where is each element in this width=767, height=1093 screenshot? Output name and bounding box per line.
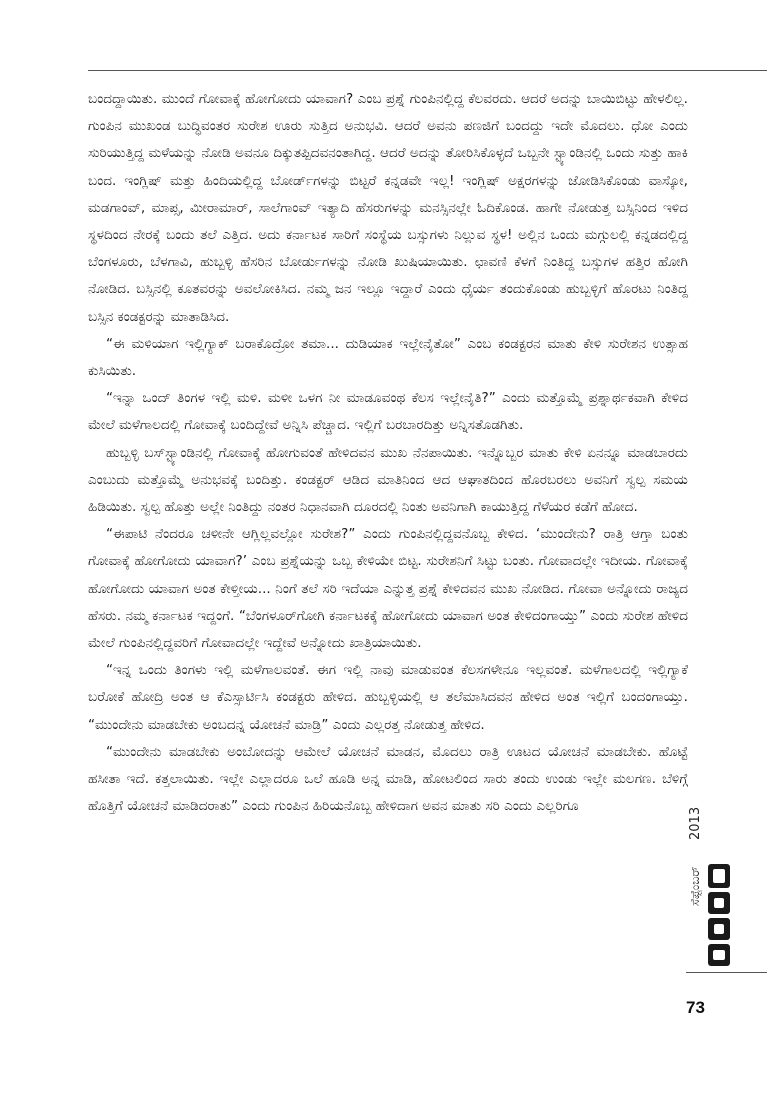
footer-rule (686, 972, 767, 973)
magazine-logo (706, 860, 732, 970)
issue-year: 2013 (688, 806, 703, 840)
issue-month: ಸೆಪ್ಟೆಂಬರ್ (688, 866, 702, 906)
paragraph-5: “ಈಪಾಟಿ ನೆಂದರೂ ಚಳೀನೇ ಆಗ್ಲಿಲ್ಲವಲ್ಲೋ ಸುರೇಶ?” ಎಂದು ಗುಂಪಿನಲ್ಲಿದ್ದವನೊಬ್ಬ ಕೇಳಿದ. ‘ಮುಂದೇನು? ರಾತ್ರಿ ಆಗ್ತಾ ಬಂತು ಗೋವಾಕ್ಕೆ ಹೋಗೋದು ಯಾವಾಗ?’ ಎಂಬ ಪ್ರಶ್ನೆಯನ್ನು ಒಬ್ಬ ಕೇಳಿಯೇ ಬಿಟ್ಟ. ಸುರೇಶನಿಗೆ ಸಿಟ್ಟು ಬಂತು. ಗೋವಾದಲ್ಲೇ ಇದೀಯ. ಗೋವಾಕ್ಕೆ ಹೋಗೋದು ಯಾವಾಗ ಅಂತ ಕೇಳ್ತೀಯ... ನಿಂಗೆ ತಲೆ ಸರಿ ಇದೆಯಾ ಎನ್ನುತ್ತ ಪ್ರಶ್ನೆ ಕೇಳಿದವನ ಮುಖ ನೋಡಿದ. ಗೋವಾ ಅನ್ನೋದು ರಾಜ್ಯದ ಹೆಸರು. ನಮ್ಮ ಕರ್ನಾಟಕ ಇದ್ದಂಗೆ. “ಬೆಂಗಳೂರ್‌ಗೋಗಿ ಕರ್ನಾಟಕಕ್ಕೆ ಹೋಗೋದು ಯಾವಾಗ ಅಂತ ಕೇಳಿದಂಗಾಯ್ತು” ಎಂದು ಸುರೇಶ ಹೇಳಿದ ಮೇಲೆ ಗುಂಪಿನಲ್ಲಿದ್ದವರಿಗೆ ಗೋವಾದಲ್ಲೇ ಇದ್ದೇವೆ ಅನ್ನೋದು ಖಾತ್ರಿಯಾಯಿತು. (88, 526, 688, 652)
paragraph-1: ಬಂದದ್ದಾಯಿತು. ಮುಂದೆ ಗೋವಾಕ್ಕೆ ಹೋಗೋದು ಯಾವಾಗ? ಎಂಬ ಪ್ರಶ್ನೆ ಗುಂಪಿನಲ್ಲಿದ್ದ ಕೆಲವರದು. ಆದರೆ ಅದನ್ನು ಬಾಯಿಬಿಟ್ಟು ಹೇಳಲಿಲ್ಲ. ಗುಂಪಿನ ಮುಖಂಡ ಬುದ್ಧಿವಂತರ ಸುರೇಶ ಊರು ಸುತ್ತಿದ ಅನುಭವಿ. ಆದರೆ ಅವನು ಪಣಜಿಗೆ ಬಂದದ್ದು ಇದೇ ಮೊದಲು. ಧೋ ಎಂದು ಸುರಿಯುತ್ತಿದ್ದ ಮಳೆಯನ್ನು ನೋಡಿ ಅವನೂ ದಿಕ್ಕುತಪ್ಪಿದವನಂತಾಗಿದ್ದ. ಆದರೆ ಅದನ್ನು ತೋರಿಸಿಕೊಳ್ಳದೆ ಒಬ್ಬನೇ ಸ್ಟ್ಯಾಂಡಿನಲ್ಲಿ ಒಂದು ಸುತ್ತು ಹಾಕಿ ಬಂದ. ಇಂಗ್ಲಿಷ್ ಮತ್ತು ಹಿಂದಿಯಲ್ಲಿದ್ದ ಬೋರ್ಡ್‌ಗಳನ್ನು ಬಿಟ್ಟರೆ ಕನ್ನಡವೇ ಇಲ್ಲ! ಇಂಗ್ಲಿಷ್ ಅಕ್ಷರಗಳನ್ನು ಜೋಡಿಸಿಕೊಂಡು ವಾಸ್ಕೋ, ಮಡಗಾಂವ್, ಮಾಪ್ಸ, ಮೀರಾಮಾರ್, ಸಾಲೆಗಾಂವ್ ಇತ್ಯಾದಿ ಹೆಸರುಗಳನ್ನು ಮನಸ್ಸಿನಲ್ಲೇ ಓದಿಕೊಂಡ. ಹಾಗೇ ನೋಡುತ್ತ ಬಸ್ಸಿನಿಂದ ಇಳಿದ ಸ್ಥಳದಿಂದ ನೇರಕ್ಕೆ ಬಂದು ತಲೆ ಎತ್ತಿದ. ಅದು ಕರ್ನಾಟಕ ಸಾರಿಗೆ ಸಂಸ್ಥೆಯ ಬಸ್ಸುಗಳು ನಿಲ್ಲುವ ಸ್ಥಳ! ಅಲ್ಲಿನ ಒಂದು ಮಗ್ಗುಲಲ್ಲಿ ಕನ್ನಡದಲ್ಲಿದ್ದ ಬೆಂಗಳೂರು, ಬೆಳಗಾವಿ, ಹುಬ್ಬಳ್ಳಿ ಹೆಸರಿನ ಬೋರ್ಡುಗಳನ್ನು ನೋಡಿ ಖುಷಿಯಾಯಿತು. ಛಾವಣಿ ಕೆಳಗೆ ನಿಂತಿದ್ದ ಬಸ್ಸುಗಳ ಹತ್ತಿರ ಹೋಗಿ ನೋಡಿದ. ಬಸ್ಸಿನಲ್ಲಿ ಕೂತವರನ್ನು ಅವಲೋಕಿಸಿದ. ನಮ್ಮ ಜನ ಇಲ್ಲೂ ಇದ್ದಾರೆ ಎಂದು ಧೈರ್ಯ ತಂದುಕೊಂಡು ಹುಬ್ಬಳ್ಳಿಗೆ ಹೊರಟು ನಿಂತಿದ್ದ ಬಸ್ಸಿನ ಕಂಡಕ್ಟರನ್ನು ಮಾತಾಡಿಸಿದ. (88, 91, 688, 325)
paragraph-6: “ಇನ್ನ ಒಂದು ತಿಂಗಳು ಇಲ್ಲಿ ಮಳೆಗಾಲವಂತೆ. ಈಗ ಇಲ್ಲಿ ನಾವು ಮಾಡುವಂತ ಕೆಲಸಗಳೇನೂ ಇಲ್ಲವಂತೆ. ಮಳೆಗಾಲದಲ್ಲಿ ಇಲ್ಲಿಗ್ಯಾಕೆ ಬರೋಕೆ ಹೋದ್ರಿ ಅಂತ ಆ ಕೆಎಸ್ಸಾರ್ಟಿಸಿ ಕಂಡಕ್ಟರು ಹೇಳಿದ. ಹುಬ್ಬಳ್ಳಿಯಲ್ಲಿ ಆ ತಲೆಮಾಸಿದವನ ಹೇಳಿದ ಅಂತ ಇಲ್ಲಿಗೆ ಬಂದಂಗಾಯ್ತು. “ಮುಂದೇನು ಮಾಡಬೇಕು ಅಂಬದನ್ನ ಯೋಚನೆ ಮಾಡ್ರಿ” ಎಂದು ಎಲ್ಲರತ್ತ ನೋಡುತ್ತ ಹೇಳಿದ. (88, 662, 688, 733)
page-number: 73 (686, 998, 705, 1017)
paragraph-7: “ಮುಂದೇನು ಮಾಡಬೇಕು ಅಂಬೋದನ್ನು ಆಮೇಲೆ ಯೋಚನೆ ಮಾಡನ, ಮೊದಲು ರಾತ್ರಿ ಊಟದ ಯೋಚನೆ ಮಾಡಬೇಕು. ಹೊಟ್ಟೆ ಹಸೀತಾ ಇದೆ. ಕತ್ತಲಾಯಿತು. ಇಲ್ಲೇ ಎಲ್ಲಾದರೂ ಒಲೆ ಹೂಡಿ ಅನ್ನ ಮಾಡಿ, ಹೋಟಲಿಂದ ಸಾರು ತಂದು ಉಂಡು ಇಲ್ಲೇ ಮಲಗಣ. ಬೆಳಿಗ್ಗೆ ಹೊತ್ತಿಗೆ ಯೋಚನೆ ಮಾಡಿದರಾತು” ಎಂದು ಗುಂಪಿನ ಹಿರಿಯನೊಬ್ಬ ಹೇಳಿದಾಗ ಅವನ ಮಾತು ಸರಿ ಎಂದು ಎಲ್ಲರಿಗೂ (88, 743, 688, 815)
paragraph-4: ಹುಬ್ಬಳ್ಳಿ ಬಸ್‌ಸ್ಟ್ಯಾಂಡಿನಲ್ಲಿ ಗೋವಾಕ್ಕೆ ಹೋಗುವಂತೆ ಹೇಳಿದವನ ಮುಖ ನೆನಪಾಯಿತು. ಇನ್ನೊಬ್ಬರ ಮಾತು ಕೇಳಿ ಏನನ್ನೂ ಮಾಡಬಾರದು ಎಂಬುದು ಮತ್ತೊಮ್ಮೆ ಅನುಭವಕ್ಕೆ ಬಂದಿತ್ತು. ಕಂಡಕ್ಟರ್ ಆಡಿದ ಮಾತಿನಿಂದ ಆದ ಆಘಾತದಿಂದ ಹೊರಬರಲು ಅವನಿಗೆ ಸ್ವಲ್ಪ ಸಮಯ ಹಿಡಿಯಿತು. ಸ್ವಲ್ಪ ಹೊತ್ತು ಅಲ್ಲೇ ನಿಂತಿದ್ದು ನಂತರ ನಿಧಾನವಾಗಿ ದೂರದಲ್ಲಿ ನಿಂತು ಅವನಿಗಾಗಿ ಕಾಯುತ್ತಿದ್ದ ಗೆಳೆಯರ ಕಡೆಗೆ ಹೋದ. (88, 444, 688, 516)
top-rule (88, 70, 767, 71)
paragraph-2: “ಈ ಮಳಿಯಾಗ ಇಲ್ಲಿಗ್ಯಾಕ್ ಬರಾಕೊದ್ರೋ ತಮಾ... ದುಡಿಯಾಕ ಇಲ್ಲೇನೈತೋ” ಎಂಬ ಕಂಡಕ್ಟರನ ಮಾತು ಕೇಳಿ ಸುರೇಶನ ಉತ್ಸಾಹ ಕುಸಿಯಿತು. (88, 335, 689, 380)
paragraph-3: “ಇನ್ನಾ ಒಂದ್ ತಿಂಗಳ ಇಲ್ಲಿ ಮಳಿ. ಮಳೀ ಒಳಗ ನೀ ಮಾಡೂವಂಥ ಕೆಲಸ ಇಲ್ಲೇನೈತಿ?” ಎಂದು ಮತ್ತೊಮ್ಮೆ ಪ್ರಶ್ನಾರ್ಥಕವಾಗಿ ಕೇಳಿದ ಮೇಲೆ ಮಳೆಗಾಲದಲ್ಲಿ ಗೋವಾಕ್ಕೆ ಬಂದಿದ್ದೇವೆ ಅನ್ನಿಸಿ ಪೆಚ್ಚಾದ. ಇಲ್ಲಿಗೆ ಬರಬಾರದಿತ್ತು ಅನ್ನಿಸತೊಡಗಿತು. (88, 390, 688, 434)
article-body (88, 86, 688, 820)
